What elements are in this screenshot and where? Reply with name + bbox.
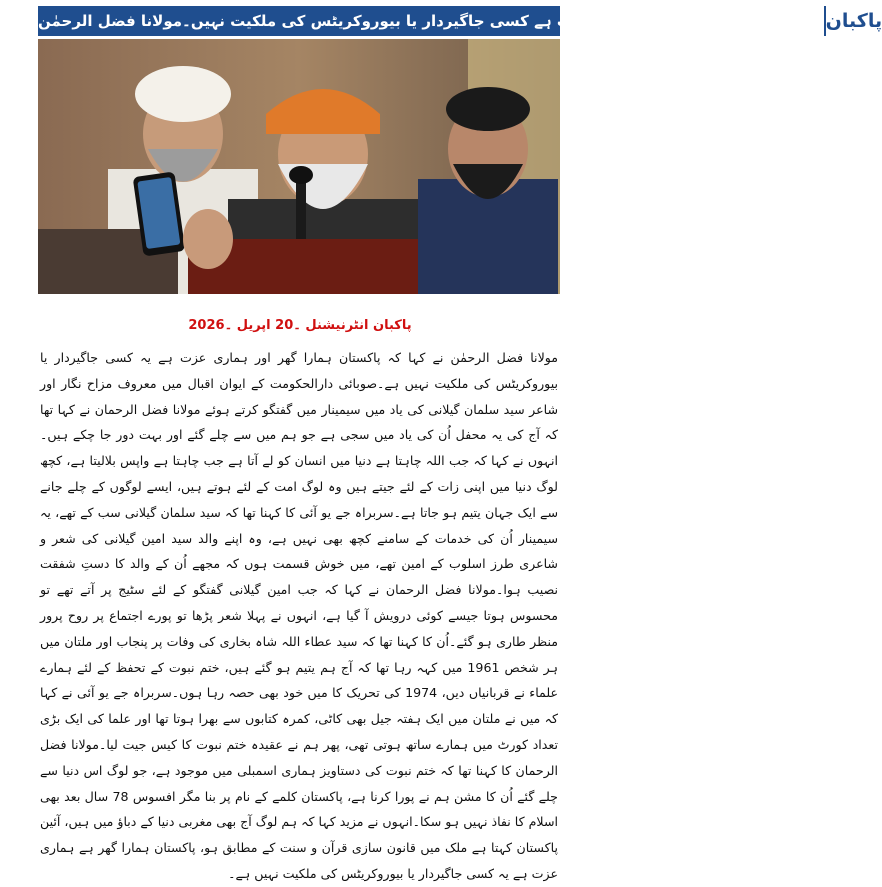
header-bar xyxy=(38,6,882,36)
headline: پاکستان ہمارا گھر اور ہماری عزت ہے کسی جاگیردار یا بیوروکریٹس کی ملکیت نہیں۔مولانا فضل الرحمٰن xyxy=(38,12,814,30)
news-photo xyxy=(38,39,560,294)
news-photo-illustration xyxy=(38,39,560,294)
dateline: پاکبان انٹرنیشنل ۔20 اپریل ۔2026 xyxy=(188,318,412,333)
brand-logo: پاکبان xyxy=(824,6,882,36)
article-body: مولانا فضل الرحمٰن نے کہا کہ پاکستان ہمارا گھر اور ہماری عزت ہے یہ کسی جاگیردار یا بیوروکریٹس کی ملکیت نہیں ہے۔صوبائی دارالحکومت کے ایوان اقبال میں معروف مزاح نگار اور شاعر سید سلمان گیلانی کی یاد میں سیمینار میں گفتگو کرتے ہوئے مولانا فضل الرحمان نے کہا تھا کہ آج کی یہ محفل اُن کی یاد میں سجی ہے جو ہم میں سے چلے گئے اور بہت دور جا چکے ہیں۔انہوں نے کہا کہ جب اللہ چاہتا ہے دنیا میں انسان کو لے آتا ہے جب چاہتا ہے واپس بلالیتا ہے، کچھ لوگ دنیا میں اپنی زات کے لئے جیتے ہیں وہ لوگ امت کے لئے ہوتے ہیں، ایسے لوگوں کے چلے جانے سے ایک جہان یتیم ہو جاتا ہے۔سربراہ جے یو آئی کا کہنا تھا کہ سید سلمان گیلانی سب کے تھے، یہ سیمینار اُن کی خدمات کے سامنے کچھ بھی نہیں ہے، وہ اپنے والد سید امین گیلانی کی شعر و شاعری طرز اسلوب کے امین تھے، میں خوش قسمت ہوں کہ مجھے اُن کے والد کا دستِ شفقت نصیب ہوا۔مولانا فضل الرحمان نے کہا کہ جب امین گیلانی گفتگو کے لئے سٹیج پر آتے تھے تو محسوس ہوتا جیسے کوئی درویش آ گیا ہے، انہوں نے پہلا شعر پڑھا تو پورے اجتماع پر روح پرور منظر طاری ہو گئے۔اُن کا کہنا تھا کہ سید عطاء اللہ شاہ بخاری کی وفات پر پنجاب اور ملتان میں ہر شخص 1961 میں کہہ رہا تھا کہ آج ہم یتیم ہو گئے ہیں، ختم نبوت کے تحفظ کے لئے ہمارے علماء نے قربانیاں دیں، 1974 کی تحریک کا میں خود بھی حصہ رہا ہوں۔سربراہ جے یو آئی نے کہا کہ میں نے ملتان میں ایک ہفتہ جیل بھی کاٹی، کمرہ کتابوں سے بھرا ہوتا تھا اور علما کی ایک بڑی تعداد کورٹ میں ہمارے ساتھ ہوتی تھی، پھر ہم نے عقیدہ ختم نبوت کا کیس جیت لیا۔مولانا فضل الرحمان کا کہنا تھا کہ ختم نبوت کی دستاویز ہماری اسمبلی میں موجود ہے، جو لوگ اس دنیا سے چلے گئے اُن کا مشن ہم نے پورا کرنا ہے، پاکستان کلمے کے نام پر بنا مگر افسوس 78 سال بعد بھی اسلام کا نفاذ نہیں ہو سکا۔انہوں نے مزید کہا کہ ہم لوگ آج بھی مغربی دنیا کے دباؤ میں ہیں، آئین پاکستان کہتا ہے ملک میں قانون سازی قرآن و سنت کے مطابق ہو، پاکستان ہمارا گھر ہے ہماری عزت ہے یہ کسی جاگیردار یا بیوروکریٹس کی ملکیت نہیں ہے۔ xyxy=(40,350,559,881)
